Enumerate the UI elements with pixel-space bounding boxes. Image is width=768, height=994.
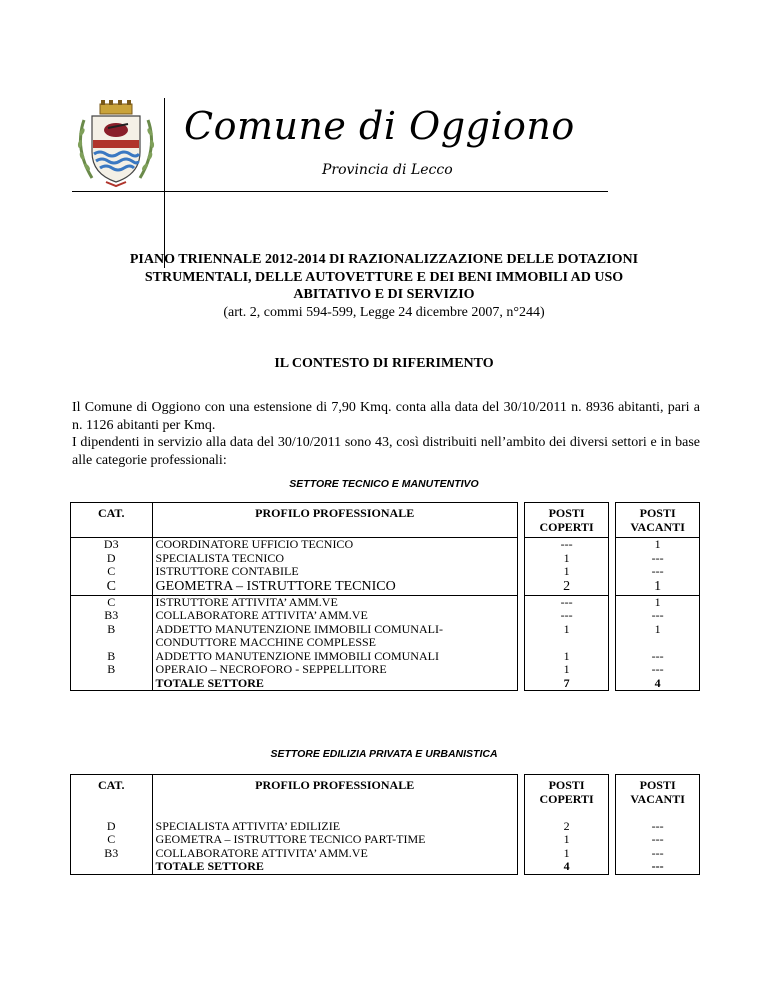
municipal-crest-icon [70, 98, 162, 190]
cell-vacanti: --- [651, 608, 664, 622]
cell-cat: D [106, 550, 116, 565]
provincia-name: Provincia di Lecco [322, 162, 453, 178]
total-vacanti: --- [651, 859, 664, 873]
table-row [71, 538, 700, 596]
sector2-table [70, 774, 700, 875]
cell-profilo: OPERAIO – NECROFORO - SEPPELLITORE [155, 662, 387, 676]
sector-title: SETTORE TECNICO E MANUTENTIVO [289, 478, 479, 490]
cell-cat: D [106, 818, 116, 833]
sector-title: SETTORE EDILIZIA PRIVATA E URBANISTICA [270, 748, 498, 760]
cell-vacanti: --- [651, 564, 664, 578]
intro-paragraphs [72, 399, 700, 469]
cell-profilo: ADDETTO MANUTENZIONE IMMOBILI COMUNALI [155, 648, 439, 663]
cell-coperti: 1 [563, 621, 570, 636]
cell-profilo: COLLABORATORE ATTIVITA’ AMM.VE [155, 845, 368, 860]
cell-cat: C [106, 578, 116, 594]
total-coperti: 7 [563, 675, 570, 690]
context-heading: IL CONTESTO DI RIFERIMENTO [274, 356, 494, 371]
cell-profilo: ISTRUTTORE CONTABILE [155, 564, 299, 578]
cell-cat: C [107, 594, 116, 609]
cell-profilo: COLLABORATORE ATTIVITA’ AMM.VE [155, 608, 368, 622]
cell-coperti: 1 [563, 550, 570, 565]
cell-coperti: 1 [563, 662, 570, 676]
cell-cat: B [107, 648, 116, 663]
cell-cat: C [107, 564, 116, 578]
table-header-row [71, 503, 700, 538]
title-subtitle: (art. 2, commi 594-599, Legge 24 dicembre 2007, n°244) [223, 304, 545, 320]
cell-profilo: ISTRUTTORE ATTIVITA’ AMM.VE [155, 594, 338, 609]
cell-coperti: 2 [563, 818, 570, 833]
total-label: TOTALE SETTORE [155, 859, 264, 873]
cell-vacanti: --- [651, 832, 664, 846]
header-cat: CAT. [97, 506, 125, 520]
cell-cat: B3 [104, 608, 119, 622]
sector1-table [70, 502, 700, 691]
title-line: PIANO TRIENNALE 2012-2014 DI RAZIONALIZZAZIONE DELLE DOTAZIONI [129, 252, 639, 267]
cell-coperti: --- [560, 537, 573, 551]
header-cat: CAT. [97, 778, 125, 792]
cell-vacanti: --- [651, 648, 664, 663]
cell-vacanti: 1 [654, 621, 661, 636]
cell-coperti: 1 [563, 648, 570, 663]
cell-profilo: SPECIALISTA TECNICO [155, 550, 285, 565]
cell-vacanti: 1 [654, 578, 662, 594]
header-vacanti: POSTI [639, 778, 676, 792]
cell-vacanti: --- [651, 818, 664, 833]
header-coperti: POSTI [548, 778, 585, 792]
header-coperti: COPERTI [539, 791, 594, 806]
cell-cat: B [107, 621, 116, 636]
cell-vacanti: --- [651, 662, 664, 676]
total-coperti: 4 [563, 859, 570, 873]
cell-vacanti: --- [651, 845, 664, 860]
cell-vacanti: 1 [654, 594, 661, 609]
cell-profilo: GEOMETRA – ISTRUTTORE TECNICO PART-TIME [155, 832, 426, 846]
header-vacanti: VACANTI [630, 791, 685, 806]
paragraph: Il Comune di Oggiono con una estensione di 7,90 Kmq. conta alla data del 30/10/2011 n. 8936 abitanti, pari a n. 1126 abitanti per Kmq. [72, 400, 700, 433]
document-title [60, 251, 708, 321]
header-profilo: PROFILO PROFESSIONALE [255, 506, 415, 520]
cell-cat: B3 [104, 845, 119, 860]
total-vacanti: 4 [654, 675, 661, 690]
letterhead-horizontal-rule [72, 191, 608, 192]
cell-profilo: COORDINATORE UFFICIO TECNICO [155, 537, 354, 551]
cell-vacanti: 1 [654, 537, 661, 551]
title-line: ABITATIVO E DI SERVIZIO [293, 287, 475, 302]
cell-coperti: 1 [563, 832, 570, 846]
header-coperti: POSTI [548, 506, 585, 520]
table-row [71, 775, 700, 875]
cell-profilo: ADDETTO MANUTENZIONE IMMOBILI COMUNALI- [155, 621, 443, 636]
paragraph: I dipendenti in servizio alla data del 30/10/2011 sono 43, così distribuiti nell’ambito dei diversi settori e in base alle categorie professionali: [72, 435, 700, 468]
cell-coperti: 1 [563, 845, 570, 860]
comune-name: Comune di Oggiono [184, 104, 575, 148]
cell-cat: B [107, 662, 116, 676]
cell-cat: D3 [103, 537, 119, 551]
header-vacanti: POSTI [639, 506, 676, 520]
table-row [71, 595, 700, 691]
cell-profilo: GEOMETRA – ISTRUTTORE TECNICO [155, 578, 396, 594]
cell-profilo: CONDUTTORE MACCHINE COMPLESSE [155, 635, 376, 649]
cell-profilo: SPECIALISTA ATTIVITA’ EDILIZIE [155, 818, 341, 833]
total-label: TOTALE SETTORE [155, 675, 264, 690]
cell-coperti: --- [560, 594, 573, 609]
header-profilo: PROFILO PROFESSIONALE [255, 778, 415, 792]
cell-coperti: 2 [563, 578, 571, 594]
cell-vacanti: --- [651, 550, 664, 565]
letterhead-vertical-rule [164, 98, 165, 268]
header-coperti: COPERTI [539, 519, 594, 534]
cell-coperti: 1 [563, 564, 570, 578]
header-vacanti: VACANTI [630, 519, 685, 534]
cell-cat: C [107, 832, 116, 846]
title-line: STRUMENTALI, DELLE AUTOVETTURE E DEI BENI IMMOBILI AD USO [144, 269, 624, 285]
cell-coperti: --- [560, 608, 573, 622]
